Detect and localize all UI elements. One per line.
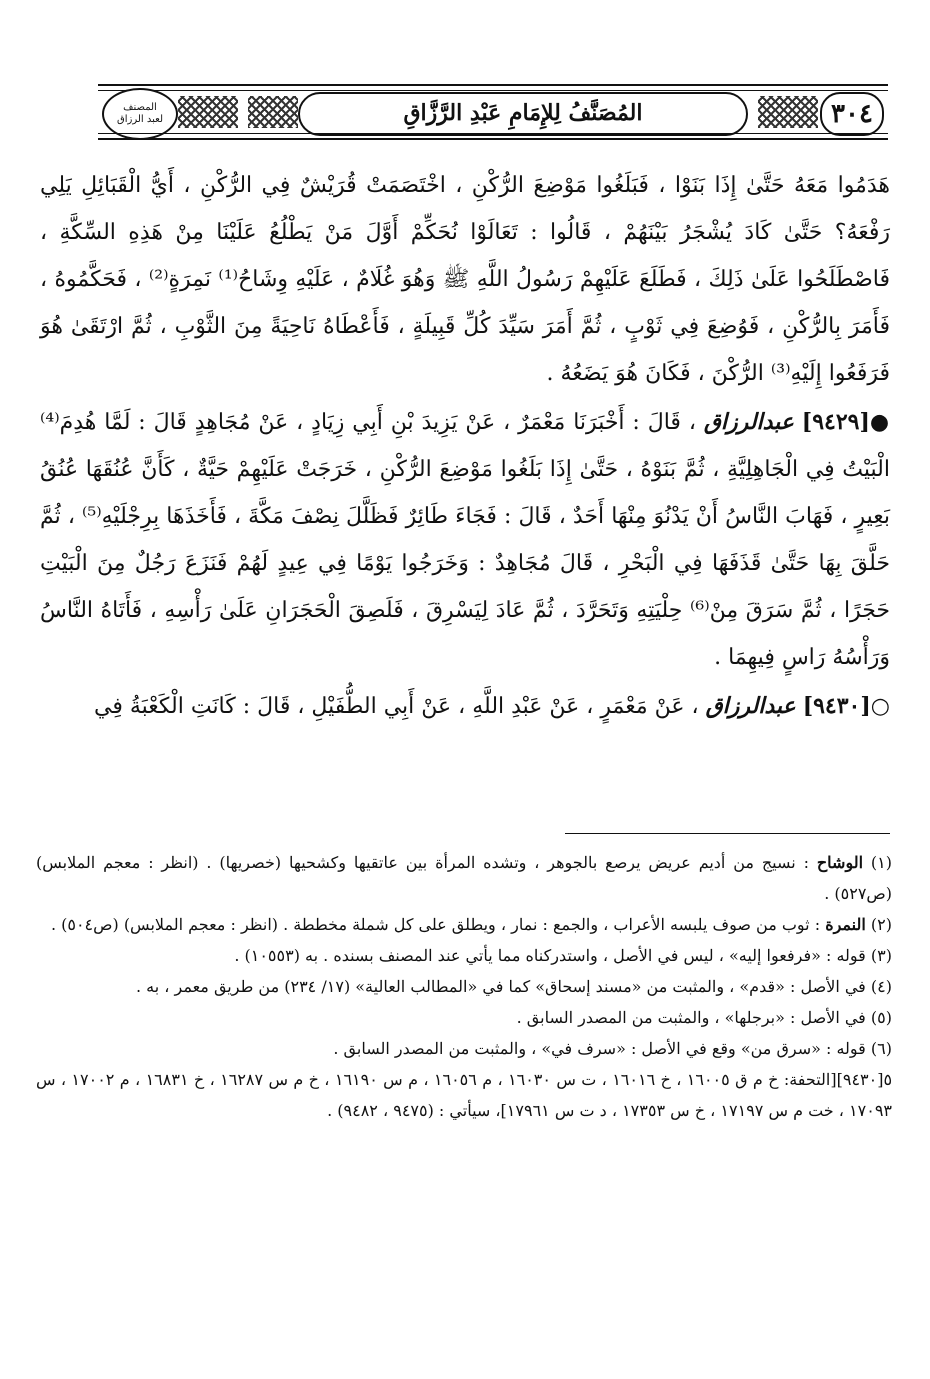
footnote-term: الوشاح xyxy=(816,853,864,872)
paragraph xyxy=(40,162,890,397)
page-header xyxy=(98,84,888,140)
footnote: (٦) قوله : «سرق من» وقع في الأصل : «سرف في» ، والمثبت من المصدر السابق . xyxy=(333,1039,892,1058)
footnote: (٣) قوله : «فرفعوا إليه» ، ليس في الأصل ، واستدركناه مما يأتي عند المصنف بسنده . به (١٠٥٥٣) . xyxy=(234,946,892,965)
hadith-marker: ○ xyxy=(870,694,890,719)
ornament-pattern xyxy=(758,96,818,128)
page-number: ٣٠٤ xyxy=(820,92,884,136)
hadith-paragraph xyxy=(40,399,890,681)
narrator: عبدالرزاق xyxy=(703,409,794,435)
ornament-pattern xyxy=(248,96,298,128)
book-title: المُصَنَّفُ لِلإِمَامِ عَبْدِ الرَّزَّاقِ xyxy=(298,92,748,136)
hadith-text: ، عَنْ مَعْمَرٍ ، عَنْ عَبْدِ اللَّهِ ، عَنْ أَبِي الطُّفَيْلِ ، قَالَ : كَانَتِ الْكَعْبَةُ فِي xyxy=(93,694,699,719)
hadith-marker: ● xyxy=(869,410,890,435)
footnote-text: : نسيج من أديم عريض يرصع بالجوهر ، وتشده المرأة بين عاتقيها وكشحيها (خصريها) . (انظر : معجم الملابس) (ص٥٢٧) . xyxy=(36,853,892,903)
book-seal-logo xyxy=(102,88,178,140)
footnote xyxy=(36,847,892,909)
footnote-text: : ثوب من صوف يلبسه الأعراب ، والجمع : نمار ، ويطلق على كل شملة مخططة . (انظر : معجم الملابس) (ص٥٠٤) . xyxy=(50,915,821,934)
footnote xyxy=(36,909,892,940)
footnote: (٥) في الأصل : «برجلها» ، والمثبت من المصدر السابق . xyxy=(516,1008,892,1027)
footnote-divider xyxy=(565,833,890,834)
footnote-number: (١) xyxy=(870,853,892,872)
seal-line: لعبد الرزاق xyxy=(116,114,164,125)
seal-line: المصنف xyxy=(123,102,157,113)
hadith-text: ، قَالَ : أَخْبَرَنَا مَعْمَرٌ ، عَنْ يَزِيدَ بْنِ أَبِي زِيَادٍ ، عَنْ مُجَاهِدٍ قَالَ : لَمَّا هُدِمَ⁽⁴⁾ الْبَيْتُ فِي الْجَاهِلِيَّةِ ، ثُمَّ بَنَوْهُ ، حَتَّىٰ إِذَا بَلَغُوا مَوْضِعَ الرُّكْنِ ، خَرَجَتْ عَلَيْهِمْ حَيَّةٌ ، كَأَنَّ عُنُقَهَا عُنُقُ بَعِيرٍ ، فَهَابَ النَّاسُ أَنْ يَدْنُوَ مِنْهَا أَحَدٌ ، قَالَ : فَجَاءَ طَائِرٌ فَظَلَّلَ نِصْفَ مَكَّةَ ، فَأَخَذَهَا بِرِجْلَيْهِ⁽⁵⁾ ، ثُمَّ حَلَّقَ بِهَا حَتَّىٰ قَذَفَهَا فِي الْبَحْرِ ، قَالَ مُجَاهِدٌ : وَخَرَجُوا يَوْمًا فِي عِيدٍ لَهُمْ فَنَزَعَ رَجُلٌ مِنَ الْبَيْتِ حَجَرًا ، ثُمَّ سَرَقَ مِنْ⁽⁶⁾ حِلْيَتِهِ وَتَحَرَّدَ ، ثُمَّ عَادَ لِيَسْرِقَ ، فَلَصِقَ الْحَجَرَانِ عَلَىٰ رَأْسِهِ ، فَأَتَاهُ النَّاسُ وَرَأْسُهُ رَاسٍ فِيهِمَا . xyxy=(40,410,890,670)
footnote-term: النمرة xyxy=(825,915,866,934)
hadith-number: [٩٤٢٩] xyxy=(801,409,870,435)
footnote: (٤) في الأصل : «قدم» ، والمثبت من «مسند إسحاق» كما في «المطالب العالية» (١٧/ ٢٣٤) من طريق معمر ، به . xyxy=(135,977,892,996)
narrator: عبدالرزاق xyxy=(705,693,796,719)
paragraph-text: هَدَمُوا مَعَهُ حَتَّىٰ إِذَا بَنَوْا ، فَبَلَغُوا مَوْضِعَ الرُّكْنِ ، اخْتَصَمَتْ قُرَيْشٌ فِي الرُّكْنِ ، أَيُّ الْقَبَائِلِ يَلِي رَفْعَهُ؟ حَتَّىٰ كَادَ يُشْجَرُ بَيْنَهُمْ ، قَالُوا : تَعَالَوْا نُحَكِّمْ أَوَّلَ مَنْ يَطْلُعُ عَلَيْنَا مِنْ هَذِهِ السِّكَّةِ ، فَاصْطَلَحُوا عَلَىٰ ذَلِكَ ، فَطَلَعَ عَلَيْهِمْ رَسُولُ اللَّهِ ﷺ وَهُوَ غُلَامٌ ، عَلَيْهِ وِشَاحُ⁽¹⁾ نَمِرَةٍ⁽²⁾ ، فَحَكَّمُوهُ ، فَأَمَرَ بِالرُّكْنِ ، فَوُضِعَ فِي ثَوْبٍ ، ثُمَّ أَمَرَ سَيِّدَ كُلِّ قَبِيلَةٍ ، فَأَعْطَاهُ نَاحِيَةً مِنَ الثَّوْبِ ، ثُمَّ ارْتَقَىٰ هُوَ فَرَفَعُوا إِلَيْهِ⁽³⁾ الرُّكْنَ ، فَكَانَ هُوَ يَضَعُهُ . xyxy=(40,173,891,386)
hadith-paragraph xyxy=(40,683,890,730)
footnote-number: (٢) xyxy=(870,915,892,934)
hadith-number: [٩٤٣٠] xyxy=(802,693,871,719)
ornament-pattern xyxy=(178,96,238,128)
tuhfa-reference: ٥[٩٤٣٠][التحفة: خ م ق ١٦٠٠٥ ، خ ١٦٠١٦ ، ت س ١٦٠٣٠ ، م ١٦٠٥٦ ، م س ١٦١٩٠ ، خ م س ١٦٢٨٧ ، خ ١٦٨٣١ ، م ١٧٠٠٢ ، س ١٧٠٩٣ ، خت م س ١٧١٩٧ ، خ س ١٧٣٥٣ ، د ت س ١٧٩٦١]، سيأتي : (٩٤٧٥ ، ٩٤٨٢) . xyxy=(36,1070,893,1120)
main-text xyxy=(40,162,890,732)
footnotes xyxy=(36,847,892,1126)
